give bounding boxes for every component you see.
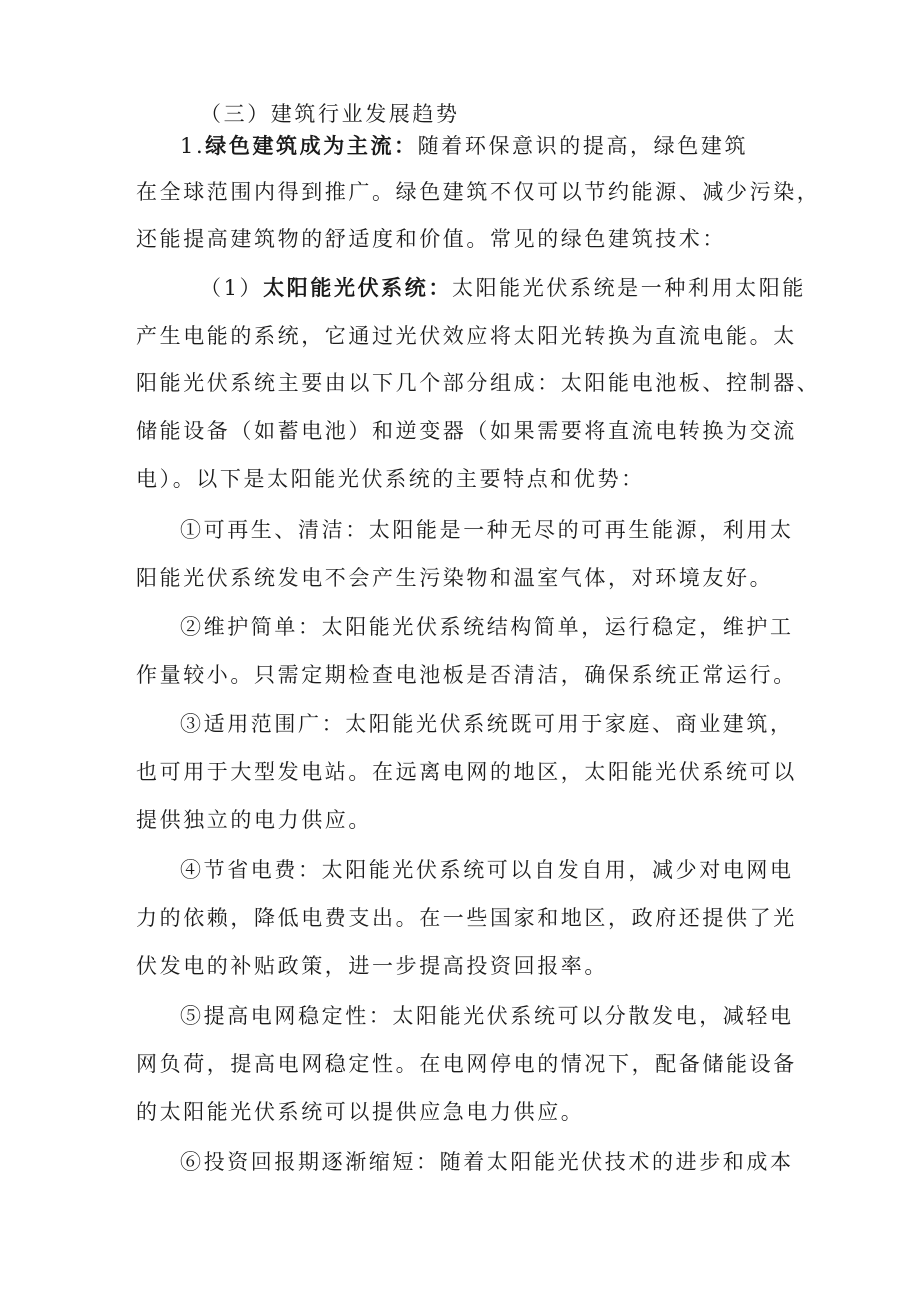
paragraph-1-line-2: 在全球范围内得到推广。绿色建筑不仅可以节约能源、减少污染， <box>136 180 821 204</box>
paragraph-2-line-3: 阳能光伏系统主要由以下几个部分组成：太阳能电池板、控制器、 <box>136 371 821 395</box>
paragraph-2-number: （1） <box>200 276 264 300</box>
item-4-line-2: 力的依赖，降低电费支出。在一些国家和地区，政府还提供了光 <box>136 906 797 930</box>
paragraph-2-line-4: 储能设备（如蓄电池）和逆变器（如果需要将直流电转换为交流 <box>136 419 797 443</box>
paragraph-2-line-5: 电）。以下是太阳能光伏系统的主要特点和优势： <box>136 467 645 491</box>
item-5-line-1: ⑤提高电网稳定性：太阳能光伏系统可以分散发电，减轻电 <box>180 1004 794 1028</box>
item-4-line-1: ④节省电费：太阳能光伏系统可以自发自用，减少对电网电 <box>180 858 794 882</box>
item-1-line-1: ①可再生、清洁：太阳能是一种无尽的可再生能源，利用太 <box>180 518 794 542</box>
paragraph-1-number: 1. <box>180 134 206 158</box>
item-3-line-3: 提供独立的电力供应。 <box>136 808 372 832</box>
paragraph-1-bold-lead: 绿色建筑成为主流： <box>205 133 418 158</box>
paragraph-2-bold-lead: 太阳能光伏系统： <box>263 275 452 300</box>
item-6-line-1: ⑥投资回报期逐渐缩短：随着太阳能光伏技术的进步和成本 <box>180 1150 794 1174</box>
item-5-line-2: 网负荷，提高电网稳定性。在电网停电的情况下，配备储能设备 <box>136 1052 797 1076</box>
paragraph-1-line-1 <box>180 132 748 160</box>
item-5-line-3: 的太阳能光伏系统可以提供应急电力供应。 <box>136 1100 585 1124</box>
item-4-line-3: 伏发电的补贴政策，进一步提高投资回报率。 <box>136 954 608 978</box>
paragraph-1-line-1-text: 随着环保意识的提高，绿色建筑 <box>417 134 749 158</box>
item-2-line-1: ②维护简单：太阳能光伏系统结构简单，运行稳定，维护工 <box>180 615 794 639</box>
item-3-line-2: 也可用于大型发电站。在远离电网的地区，太阳能光伏系统可以 <box>136 760 797 784</box>
section-heading: （三）建筑行业发展趋势 <box>200 102 460 126</box>
paragraph-2-line-2: 产生电能的系统，它通过光伏效应将太阳光转换为直流电能。太 <box>136 324 797 348</box>
paragraph-2-line-1 <box>200 274 806 302</box>
item-2-line-2: 作量较小。只需定期检查电池板是否清洁，确保系统正常运行。 <box>136 663 797 687</box>
paragraph-2-line-1-text: 太阳能光伏系统是一种利用太阳能 <box>451 276 806 300</box>
item-3-line-1: ③适用范围广：太阳能光伏系统既可用于家庭、商业建筑， <box>180 712 794 736</box>
paragraph-1-line-3: 还能提高建筑物的舒适度和价值。常见的绿色建筑技术： <box>136 227 726 251</box>
item-1-line-2: 阳能光伏系统发电不会产生污染物和温室气体，对环境友好。 <box>136 566 774 590</box>
